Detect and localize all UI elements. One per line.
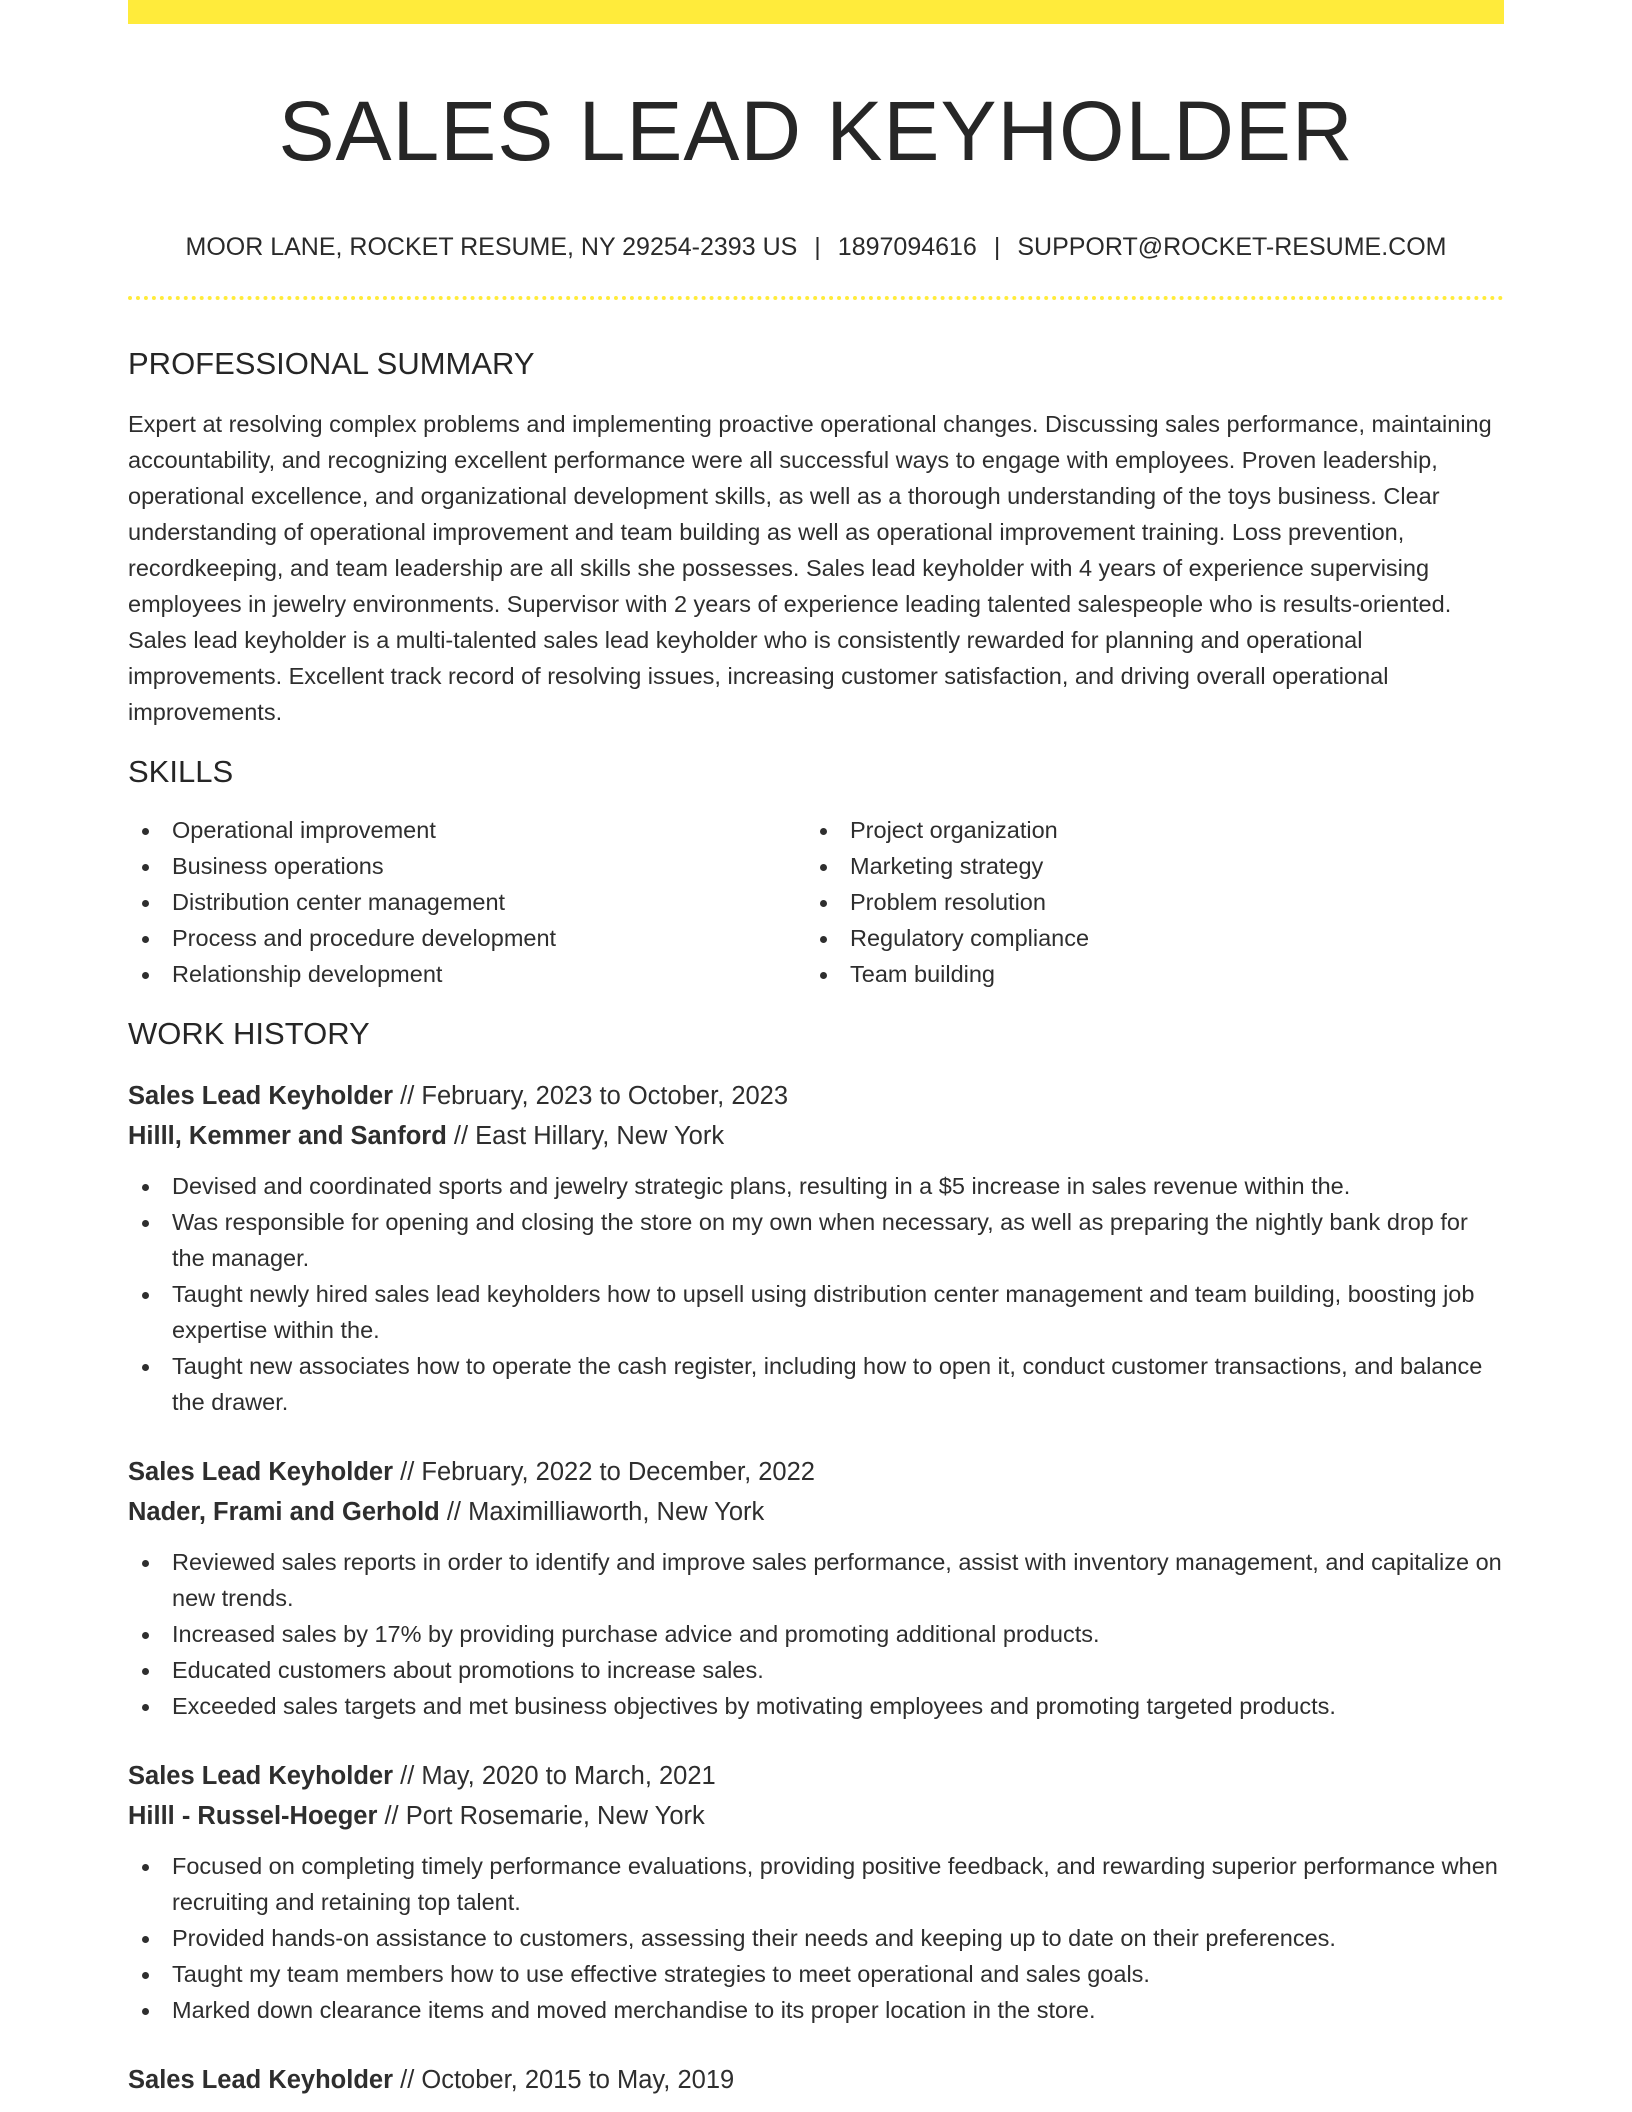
job-role: Sales Lead Keyholder xyxy=(128,1458,394,1486)
job-entry xyxy=(128,1452,1504,1724)
contact-separator: | xyxy=(814,233,821,261)
job-bullet: Was responsible for opening and closing the store on my own when necessary, as well as preparing the nightly bank drop for the manager. xyxy=(128,1204,1504,1276)
skills-left-column xyxy=(128,812,806,992)
job-entry xyxy=(128,1756,1504,2028)
job-title-line xyxy=(128,2060,1504,2100)
job-bullet: Taught newly hired sales lead keyholders how to upsell using distribution center management and team building, boosting job expertise within the. xyxy=(128,1276,1504,1348)
job-role: Sales Lead Keyholder xyxy=(128,1082,394,1110)
job-bullet: Reviewed sales reports in order to identify and improve sales performance, assist with inventory management, and capitalize on new trends. xyxy=(128,1544,1504,1616)
job-bullets xyxy=(128,1848,1504,2028)
job-bullet: Increased sales by 17% by providing purchase advice and promoting additional products. xyxy=(128,1616,1504,1652)
skill-item: Operational improvement xyxy=(128,812,806,848)
job-role: Sales Lead Keyholder xyxy=(128,1762,394,1790)
job-bullets xyxy=(128,1544,1504,1724)
contact-line xyxy=(128,232,1504,262)
job-dates: // February, 2023 to October, 2023 xyxy=(393,1082,789,1110)
job-bullet: Marked down clearance items and moved merchandise to its proper location in the store. xyxy=(128,1992,1504,2028)
job-location: // Maximilliaworth, New York xyxy=(439,1498,765,1526)
contact-separator: | xyxy=(993,233,1001,261)
skills-heading: SKILLS xyxy=(128,754,234,789)
job-company-line xyxy=(128,1796,1504,1836)
job-bullet: Devised and coordinated sports and jewelry strategic plans, resulting in a $5 increase in sales revenue within the. xyxy=(128,1168,1504,1204)
job-location: // East Hillary, New York xyxy=(446,1122,725,1150)
job-company-line xyxy=(128,1116,1504,1156)
job-company: Hilll - Russel-Hoeger xyxy=(128,1802,378,1830)
job-role: Sales Lead Keyholder xyxy=(128,2066,394,2094)
resume-content xyxy=(128,0,1504,2100)
contact-email: SUPPORT@ROCKET-RESUME.COM xyxy=(1017,233,1447,261)
resume-name: SALES LEAD KEYHOLDER xyxy=(278,84,1354,178)
job-bullets xyxy=(128,1168,1504,1420)
job-dates: // February, 2022 to December, 2022 xyxy=(393,1458,815,1486)
job-entry xyxy=(128,1076,1504,1420)
skill-item: Relationship development xyxy=(128,956,806,992)
job-bullet: Educated customers about promotions to increase sales. xyxy=(128,1652,1504,1688)
job-dates: // October, 2015 to May, 2019 xyxy=(393,2066,735,2094)
summary-heading: PROFESSIONAL SUMMARY xyxy=(128,346,535,381)
job-bullet: Exceeded sales targets and met business objectives by motivating employees and promoting targeted products. xyxy=(128,1688,1504,1724)
job-company: Hilll, Kemmer and Sanford xyxy=(128,1122,447,1150)
skill-item: Project organization xyxy=(806,812,1484,848)
skill-item: Regulatory compliance xyxy=(806,920,1484,956)
summary-text: Expert at resolving complex problems and implementing proactive operational changes. Discussing sales performance, maintaining accountability, and recognizing excellent performance were all successful ways to engage with employees. Proven leadership, operational excellence, and organizational development skills, as well as a thorough understanding of the toys business. Clear understanding of operational improvement and team building as well as operational improvement training. Loss prevention, recordkeeping, and team leadership are all skills she possesses. Sales lead keyholder with 4 years of experience supervising employees in jewelry environments. Supervisor with 2 years of experience leading talented salespeople who is results-oriented. Sales lead keyholder is a multi-talented sales lead keyholder who is consistently rewarded for planning and operational improvements. Excellent track record of resolving issues, increasing customer satisfaction, and driving overall operational improvements. xyxy=(128,411,1492,725)
skills-right-column xyxy=(806,812,1484,992)
skill-item: Marketing strategy xyxy=(806,848,1484,884)
skill-item: Distribution center management xyxy=(128,884,806,920)
job-entry xyxy=(128,2060,1504,2100)
job-location: // Port Rosemarie, New York xyxy=(377,1802,705,1830)
job-bullet: Provided hands-on assistance to customers, assessing their needs and keeping up to date on their preferences. xyxy=(128,1920,1504,1956)
contact-address: MOOR LANE, ROCKET RESUME, NY 29254-2393 US xyxy=(185,233,798,261)
work-history-heading: WORK HISTORY xyxy=(128,1016,370,1051)
skill-item: Team building xyxy=(806,956,1484,992)
dotted-divider xyxy=(128,296,1504,300)
job-bullet: Focused on completing timely performance evaluations, providing positive feedback, and rewarding superior performance when recruiting and retaining top talent. xyxy=(128,1848,1504,1920)
contact-phone: 1897094616 xyxy=(837,233,977,261)
job-title-line xyxy=(128,1452,1504,1492)
job-company: Nader, Frami and Gerhold xyxy=(128,1498,440,1526)
job-company-line xyxy=(128,1492,1504,1532)
skill-item: Problem resolution xyxy=(806,884,1484,920)
job-dates: // May, 2020 to March, 2021 xyxy=(393,1762,716,1790)
skills-columns xyxy=(128,812,1504,992)
job-title-line xyxy=(128,1756,1504,1796)
job-title-line xyxy=(128,1076,1504,1116)
job-bullet: Taught new associates how to operate the cash register, including how to open it, conduct customer transactions, and balance the drawer. xyxy=(128,1348,1504,1420)
skill-item: Process and procedure development xyxy=(128,920,806,956)
job-bullet: Taught my team members how to use effective strategies to meet operational and sales goals. xyxy=(128,1956,1504,1992)
skill-item: Business operations xyxy=(128,848,806,884)
